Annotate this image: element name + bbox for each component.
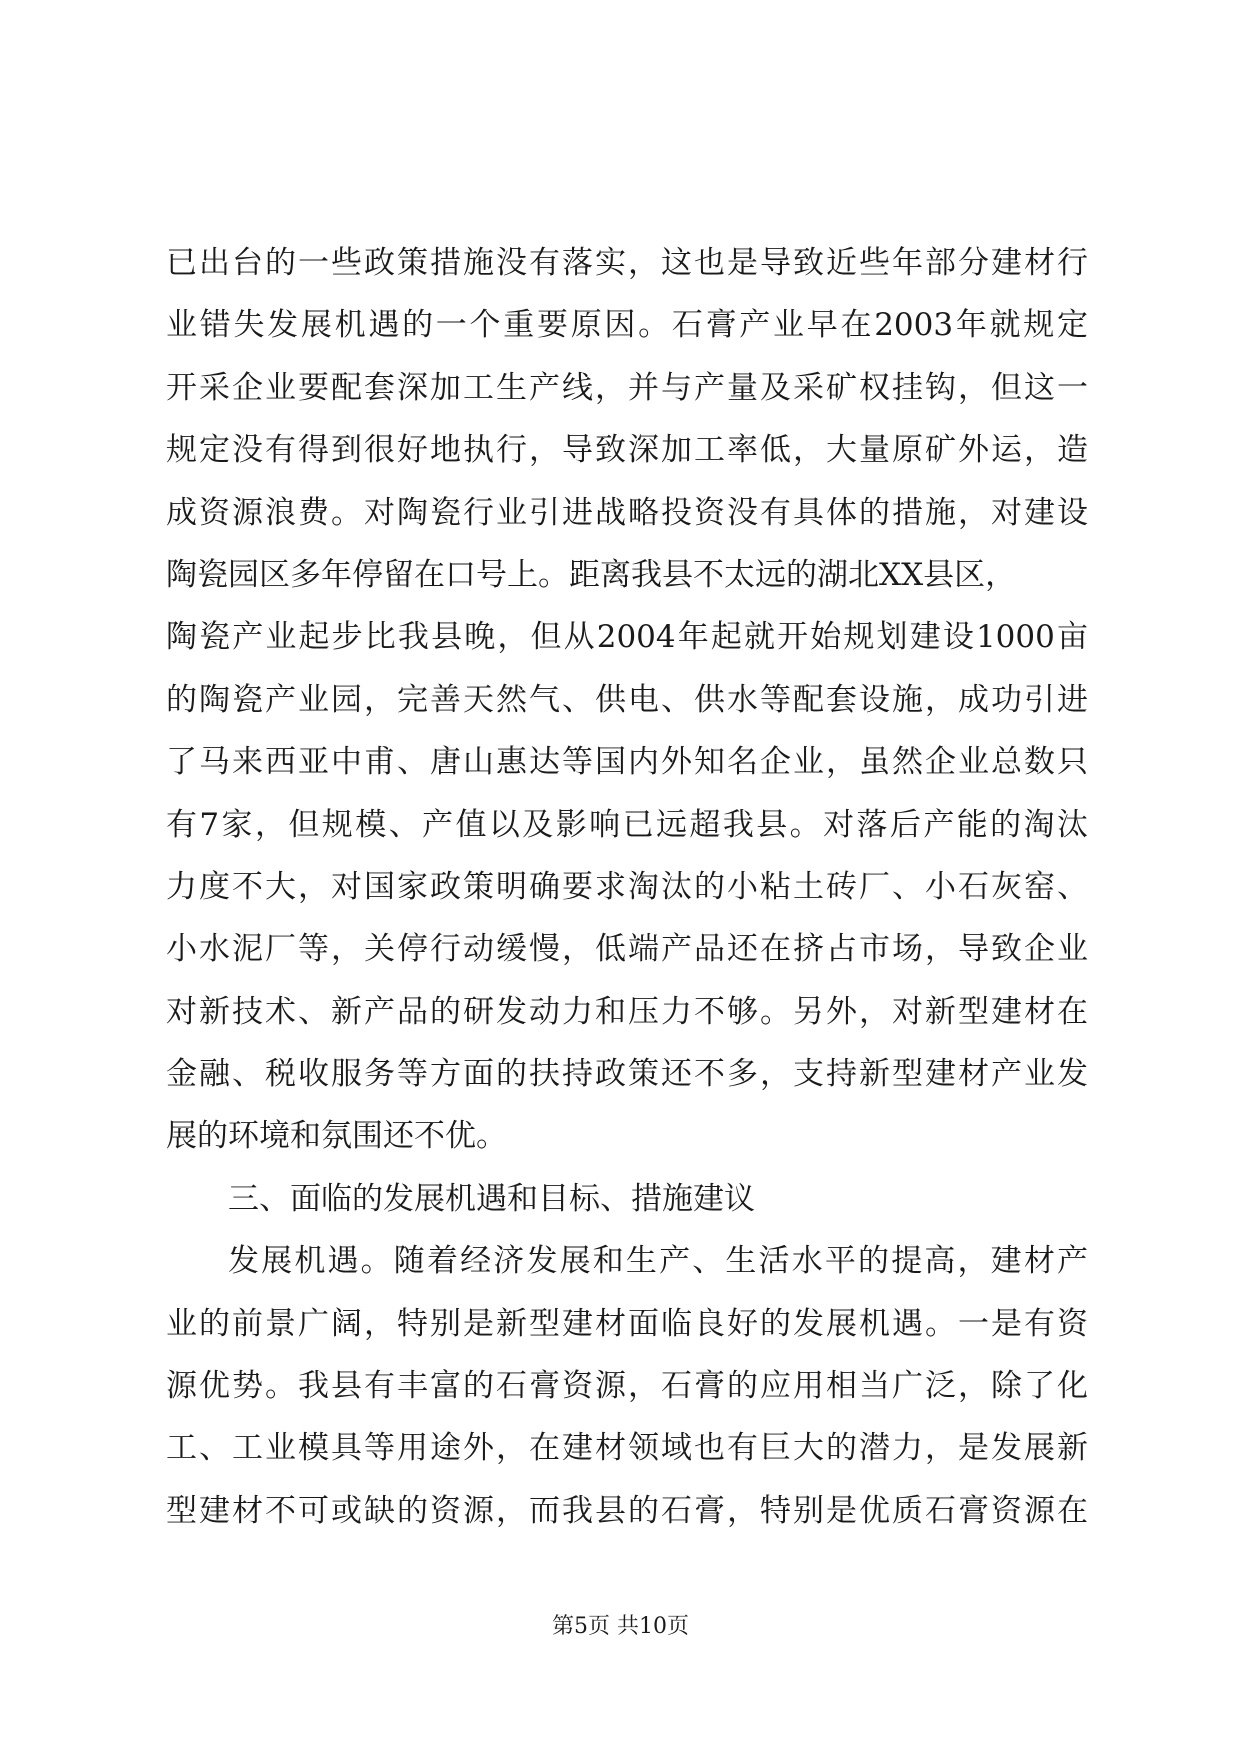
body-line: 力度不大，对国家政策明确要求淘汰的小粘土砖厂、小石灰窑、 — [166, 868, 1088, 905]
body-line: 陶瓷产业起步比我县晚，但从2004年起就开始规划建设1000亩 — [166, 619, 1088, 656]
body-line: 业的前景广阔，特别是新型建材面临良好的发展机遇。一是有资 — [166, 1305, 1088, 1342]
body-line-first: 发展机遇。随着经济发展和生产、生活水平的提高，建材产 — [228, 1243, 1088, 1280]
body-line: 成资源浪费。对陶瓷行业引进战略投资没有具体的措施，对建设 — [166, 494, 1088, 531]
body-line: 开采企业要配套深加工生产线，并与产量及采矿权挂钩，但这一 — [166, 369, 1088, 406]
body-line-last: 展的环境和氛围还不优。 — [166, 1118, 507, 1155]
body-line: 金融、税收服务等方面的扶持政策还不多，支持新型建材产业发 — [166, 1056, 1088, 1093]
body-line: 陶瓷园区多年停留在口号上。距离我县不太远的湖北XX县区， — [166, 556, 1017, 593]
body-line: 了马来西亚中甫、唐山惠达等国内外知名企业，虽然企业总数只 — [166, 744, 1088, 781]
section-heading: 三、面临的发展机遇和目标、措施建议 — [228, 1180, 755, 1217]
document-body — [166, 232, 1088, 1542]
page-number-footer: 第5页 共10页 — [552, 1614, 689, 1639]
body-line: 小水泥厂等，关停行动缓慢，低端产品还在挤占市场，导致企业 — [166, 931, 1088, 968]
body-line: 有7家，但规模、产值以及影响已远超我县。对落后产能的淘汰 — [166, 806, 1088, 843]
body-line: 的陶瓷产业园，完善天然气、供电、供水等配套设施，成功引进 — [166, 681, 1088, 718]
body-line: 已出台的一些政策措施没有落实，这也是导致近些年部分建材行 — [166, 245, 1088, 281]
body-line: 业错失发展机遇的一个重要原因。石膏产业早在2003年就规定 — [166, 307, 1088, 344]
body-line: 对新技术、新产品的研发动力和压力不够。另外，对新型建材在 — [166, 993, 1088, 1030]
body-line: 规定没有得到很好地执行，导致深加工率低，大量原矿外运，造 — [166, 432, 1088, 469]
body-line: 工、工业模具等用途外，在建材领域也有巨大的潜力，是发展新 — [166, 1430, 1088, 1467]
body-line: 源优势。我县有丰富的石膏资源，石膏的应用相当广泛，除了化 — [166, 1368, 1088, 1405]
body-line: 型建材不可或缺的资源，而我县的石膏，特别是优质石膏资源在 — [166, 1492, 1088, 1529]
